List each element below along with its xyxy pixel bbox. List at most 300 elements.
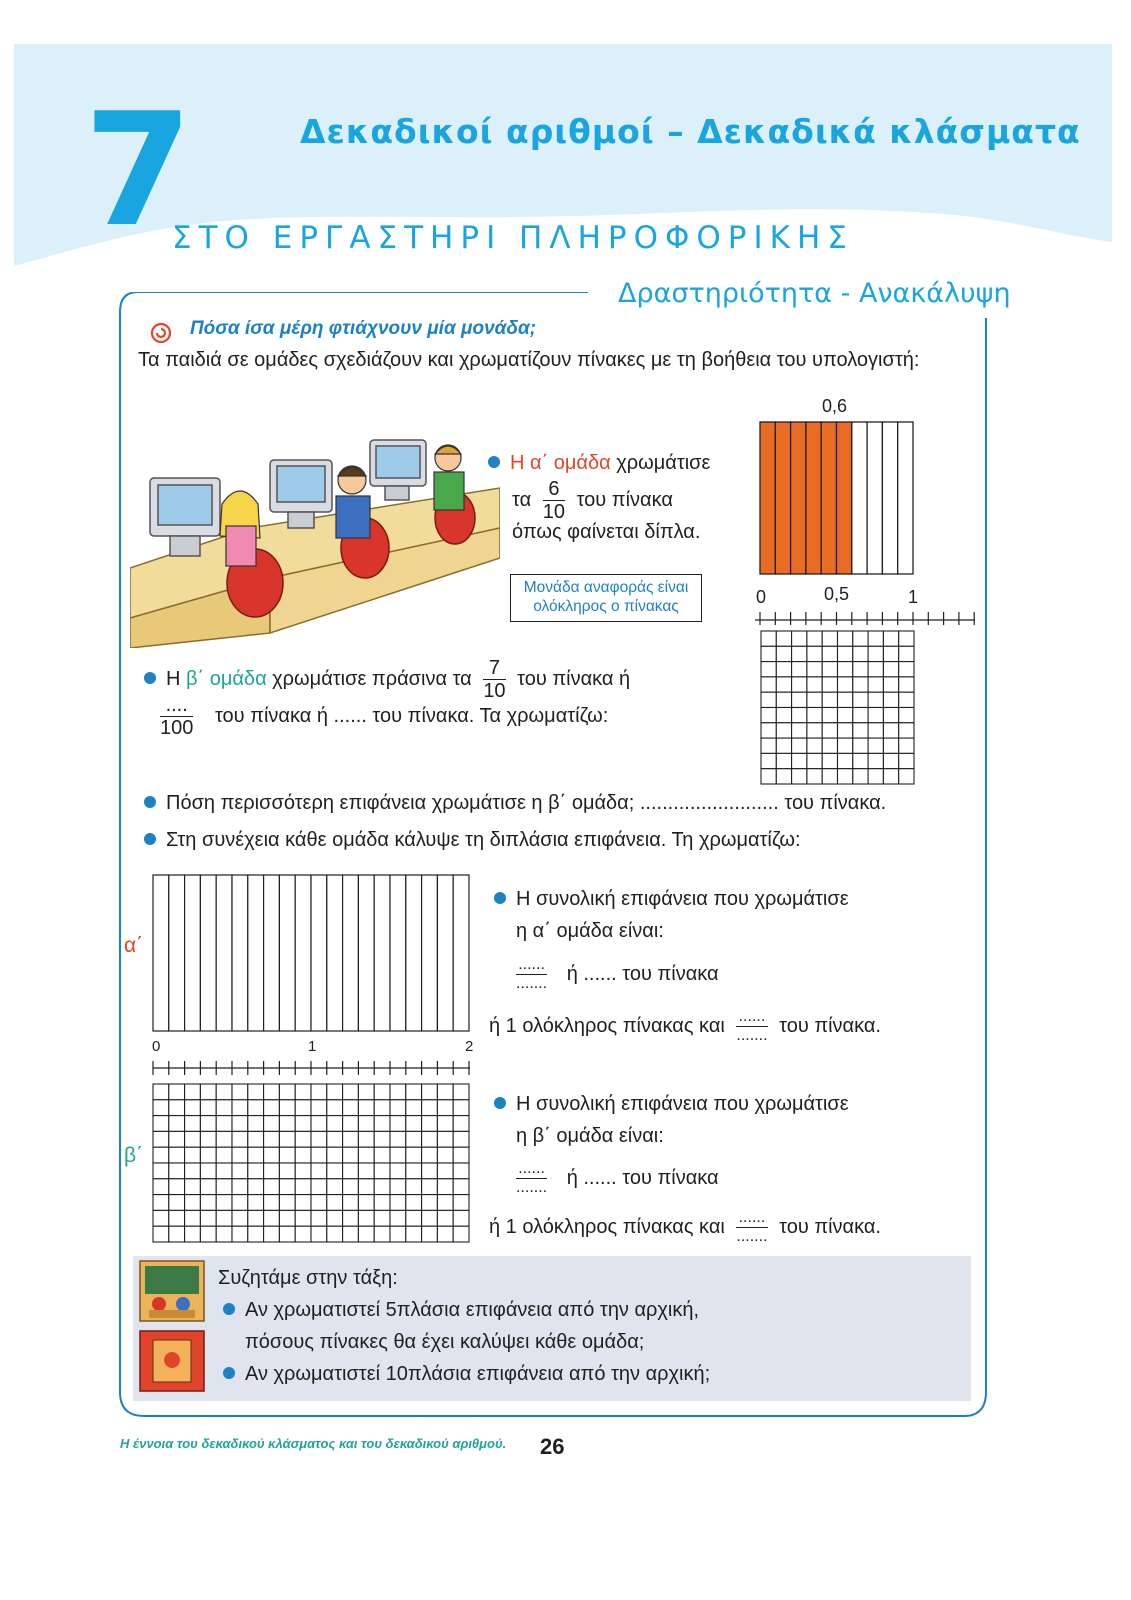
hundredth-cell — [264, 1163, 280, 1179]
total-b-line2: η β΄ ομάδα είναι: — [516, 1125, 664, 1147]
hundredth-cell — [776, 753, 791, 768]
total-b-line3 — [516, 1160, 719, 1197]
discussion-item-1-line2: πόσους πίνακες θα έχει καλύψει κάθε ομάδα; — [245, 1331, 645, 1353]
hundredth-cell — [899, 662, 914, 677]
blank-numerator[interactable]: ...... — [516, 1160, 547, 1179]
hundredth-cell — [358, 1084, 374, 1100]
hundredth-cell — [311, 1100, 327, 1116]
group-a-line3: όπως φαίνεται δίπλα. — [512, 521, 701, 543]
hundredth-cell — [358, 1226, 374, 1242]
hundredth-cell — [264, 1116, 280, 1132]
hundredth-cell — [453, 1195, 469, 1211]
hundredth-cell — [822, 662, 837, 677]
group-a-prefix: Η — [510, 452, 530, 474]
hundredth-cell — [899, 738, 914, 753]
hundredth-cell — [899, 769, 914, 784]
hundredth-cell — [295, 1084, 311, 1100]
hundredth-cell — [390, 1210, 406, 1226]
hundredth-cell — [822, 753, 837, 768]
group-a-line1 — [488, 447, 710, 479]
hundredth-cell — [153, 1163, 169, 1179]
hundredth-cell — [374, 1100, 390, 1116]
tenth-column — [327, 875, 343, 1031]
hundredth-cell — [761, 692, 776, 707]
hundredth-cell — [374, 1179, 390, 1195]
hundredth-cell — [358, 1179, 374, 1195]
total-a-line1 — [494, 883, 849, 915]
hundredth-cell — [422, 1195, 438, 1211]
empty-tenth-column — [852, 422, 867, 574]
hundredth-cell — [822, 769, 837, 784]
hundredth-cell — [327, 1195, 343, 1211]
tenth-column — [437, 875, 453, 1031]
hundredth-cell — [776, 631, 791, 646]
hundredth-cell — [807, 692, 822, 707]
hundredth-cell — [232, 1116, 248, 1132]
hundredth-cell — [792, 662, 807, 677]
empty-tenth-column — [867, 422, 882, 574]
hundredth-cell — [232, 1179, 248, 1195]
page-number: 26 — [540, 1434, 565, 1459]
hundredth-cell — [761, 646, 776, 661]
discussion-item-2-text: Αν χρωματιστεί 10πλάσια επιφάνεια από την αρχική; — [245, 1363, 711, 1385]
hundredth-cell — [437, 1147, 453, 1163]
total-b-line4 — [489, 1209, 881, 1246]
hundredth-cell — [248, 1147, 264, 1163]
hundredth-cell — [853, 753, 868, 768]
hundredth-cell — [343, 1195, 359, 1211]
bullet-double-area — [144, 824, 801, 856]
hundredth-cell — [295, 1210, 311, 1226]
hundredth-cell — [453, 1179, 469, 1195]
hundredth-cell — [311, 1147, 327, 1163]
hundredth-cell — [185, 1100, 201, 1116]
hundredth-cell — [853, 646, 868, 661]
filled-tenth-column — [837, 422, 852, 574]
hundredth-cell — [185, 1147, 201, 1163]
hundredth-cell — [761, 769, 776, 784]
hundredth-cell — [792, 723, 807, 738]
hundredth-cell — [153, 1131, 169, 1147]
blank-numerator[interactable]: ...... — [736, 1008, 767, 1027]
hundredth-cell — [169, 1226, 185, 1242]
hundredth-cell — [295, 1131, 311, 1147]
hundredth-cell — [422, 1131, 438, 1147]
hundredth-cell — [374, 1147, 390, 1163]
total-a-whole-pre: ή 1 ολόκληρος πίνακας και — [489, 1014, 725, 1037]
hundredth-cell — [311, 1163, 327, 1179]
hundredth-cell — [216, 1147, 232, 1163]
tenths-grid — [755, 420, 985, 630]
hundredth-cell — [406, 1179, 422, 1195]
tenth-column — [232, 875, 248, 1031]
empty-tenth-column — [882, 422, 897, 574]
hundredth-cell — [248, 1116, 264, 1132]
tenth-column — [279, 875, 295, 1031]
hundredth-cell — [358, 1147, 374, 1163]
group-a-verb: χρωμάτισε — [610, 452, 711, 474]
hundredth-cell — [838, 708, 853, 723]
hundredth-cell — [390, 1226, 406, 1242]
hundredth-cell — [868, 677, 883, 692]
filled-tenth-column — [775, 422, 790, 574]
hundredth-cell — [899, 723, 914, 738]
hundredth-cell — [899, 692, 914, 707]
discussion-box — [133, 1256, 971, 1401]
hundredth-cell — [776, 692, 791, 707]
hundredth-cell — [248, 1163, 264, 1179]
tenth-column — [295, 875, 311, 1031]
hundredth-cell — [838, 646, 853, 661]
hundredth-cell — [390, 1131, 406, 1147]
hundredth-cell — [792, 769, 807, 784]
hundredth-cell — [327, 1131, 343, 1147]
tenth-column — [358, 875, 374, 1031]
hundredth-cell — [761, 708, 776, 723]
hundredth-cell — [343, 1147, 359, 1163]
hundredth-cell — [853, 723, 868, 738]
total-b-fraction-blank[interactable] — [516, 1160, 547, 1197]
hundredth-cell — [327, 1084, 343, 1100]
hundredth-cell — [295, 1179, 311, 1195]
hundredth-cell — [883, 662, 898, 677]
hundredth-cell — [853, 631, 868, 646]
hundredth-cell — [264, 1147, 280, 1163]
fraction-denominator: 100 — [160, 717, 194, 739]
hundredth-cell — [374, 1116, 390, 1132]
total-a-text1: Η συνολική επιφάνεια που χρωμάτισε — [516, 888, 849, 910]
hundredth-cell — [153, 1195, 169, 1211]
section-title: ΣΤΟ ΕΡΓΑΣΤΗΡΙ ΠΛΗΡΟΦΟΡΙΚΗΣ — [172, 220, 854, 256]
hundredth-cell — [216, 1226, 232, 1242]
hundredth-cell — [838, 738, 853, 753]
hundredth-cell — [185, 1131, 201, 1147]
hundredth-cell — [327, 1179, 343, 1195]
hundredth-cell — [453, 1131, 469, 1147]
notebook-icon — [139, 1330, 205, 1392]
label-0-6: 0,6 — [822, 396, 848, 416]
hundredth-cell — [327, 1210, 343, 1226]
hundredth-cell — [185, 1116, 201, 1132]
hundredth-cell — [792, 646, 807, 661]
hundredth-cell — [374, 1084, 390, 1100]
hundredth-cell — [853, 677, 868, 692]
hundredth-cell — [185, 1195, 201, 1211]
hundredth-cell — [153, 1084, 169, 1100]
hundredth-cell — [883, 708, 898, 723]
hundredth-cell — [792, 692, 807, 707]
hundredth-cell — [216, 1179, 232, 1195]
hundredth-cell — [838, 753, 853, 768]
hundredth-cell — [776, 708, 791, 723]
discussion-item-1 — [223, 1294, 699, 1326]
hundredth-cell — [390, 1116, 406, 1132]
hundredth-cell — [390, 1163, 406, 1179]
hundredth-cell — [390, 1179, 406, 1195]
hundredth-cell — [422, 1147, 438, 1163]
hundredth-cell — [853, 662, 868, 677]
hundredth-cell — [295, 1116, 311, 1132]
group-b-text1: χρωμάτισε πράσινα τα — [266, 667, 472, 690]
hundredth-cell — [264, 1195, 280, 1211]
filled-tenth-column — [806, 422, 821, 574]
label-group-a: α΄ — [124, 934, 144, 957]
hundredth-cell — [883, 646, 898, 661]
hundredth-cell — [899, 646, 914, 661]
hundredth-cell — [883, 753, 898, 768]
hundredth-cell — [453, 1084, 469, 1100]
hundredth-cell — [169, 1179, 185, 1195]
hundredth-cell — [807, 708, 822, 723]
hundredth-cell — [343, 1100, 359, 1116]
group-b-text3: του πίνακα ή ...... του πίνακα. Τα χρωματίζω: — [214, 704, 609, 727]
reference-note-line1: Μονάδα αναφοράς είναι — [523, 579, 689, 596]
hundredth-cell — [761, 677, 776, 692]
hundredth-cell — [883, 738, 898, 753]
hundredth-cell — [264, 1210, 280, 1226]
axis-label-0: 0 — [152, 1038, 161, 1055]
hundredth-cell — [327, 1226, 343, 1242]
classroom-icon — [139, 1260, 205, 1322]
hundredth-cell — [899, 708, 914, 723]
hundredth-cell — [868, 692, 883, 707]
hundredth-cell — [807, 723, 822, 738]
group-a-highlight: α΄ ομάδα — [530, 452, 611, 474]
hundredth-cell — [838, 662, 853, 677]
hundredth-cell — [868, 631, 883, 646]
fraction-numerator: 6 — [543, 478, 565, 501]
tenth-column — [422, 875, 438, 1031]
total-b-whole-pre: ή 1 ολόκληρος πίνακας και — [489, 1215, 725, 1238]
hundredth-cell — [807, 769, 822, 784]
hundredth-cell — [232, 1084, 248, 1100]
hundredth-cell — [232, 1163, 248, 1179]
hundredth-cell — [358, 1116, 374, 1132]
hundredth-cell — [200, 1100, 216, 1116]
hundredth-cell — [422, 1084, 438, 1100]
more-area-text: Πόση περισσότερη επιφάνεια χρωμάτισε η β΄ ομάδα; ......................... του πίνακα. — [166, 792, 887, 814]
hundredth-cell — [295, 1226, 311, 1242]
hundredth-cell — [422, 1100, 438, 1116]
group-a-pre: τα — [512, 488, 532, 511]
hundredth-cell — [776, 646, 791, 661]
hundredth-cell — [776, 677, 791, 692]
hundredth-cell — [792, 753, 807, 768]
bullet-more-area — [144, 787, 886, 819]
tenth-column — [153, 875, 169, 1031]
hundredth-cell — [185, 1226, 201, 1242]
hundredth-cell — [838, 692, 853, 707]
hundredth-cell — [776, 662, 791, 677]
hundredth-cell — [807, 677, 822, 692]
hundredth-cell — [279, 1084, 295, 1100]
tenth-column — [248, 875, 264, 1031]
discussion-item-2 — [223, 1358, 710, 1390]
hundredth-cell — [343, 1084, 359, 1100]
hundredth-cell — [232, 1226, 248, 1242]
hundredth-cell — [358, 1163, 374, 1179]
hundredth-cell — [153, 1226, 169, 1242]
bullet-icon — [494, 1097, 506, 1109]
hundredth-cell — [453, 1116, 469, 1132]
hundredth-cell — [868, 646, 883, 661]
hundredth-cell — [327, 1163, 343, 1179]
hundredth-cell — [232, 1147, 248, 1163]
bullet-icon — [488, 456, 500, 468]
hundredth-cell — [358, 1131, 374, 1147]
group-b-text2: του πίνακα ή — [517, 667, 631, 690]
hundredth-cell — [200, 1210, 216, 1226]
hundredth-cell — [822, 677, 837, 692]
hundredth-cell — [761, 753, 776, 768]
hundredth-cell — [868, 662, 883, 677]
hundredth-cell — [374, 1210, 390, 1226]
hundredth-cell — [248, 1100, 264, 1116]
hundredth-cell — [899, 631, 914, 646]
hundredth-cell — [248, 1195, 264, 1211]
hundredth-cell — [169, 1131, 185, 1147]
hundredth-cell — [216, 1195, 232, 1211]
hundredth-cell — [761, 662, 776, 677]
hundredth-cell — [311, 1179, 327, 1195]
total-a-whole-fraction-blank[interactable] — [736, 1008, 767, 1045]
filled-tenth-column — [760, 422, 775, 574]
hundredth-cell — [185, 1179, 201, 1195]
hundredth-cell — [169, 1100, 185, 1116]
fraction-hundredths-blank[interactable] — [160, 694, 193, 739]
hundredth-cell — [248, 1179, 264, 1195]
tenth-column — [200, 875, 216, 1031]
hundredth-cell — [792, 738, 807, 753]
blank-denominator[interactable]: ....... — [516, 1179, 548, 1196]
hundredth-cell — [311, 1084, 327, 1100]
hundredth-cell — [422, 1163, 438, 1179]
hundredth-cell — [311, 1116, 327, 1132]
hundredth-cell — [883, 769, 898, 784]
hundredth-cell — [279, 1179, 295, 1195]
hundredth-cell — [822, 646, 837, 661]
question-heading: Πόσα ίσα μέρη φτιάχνουν μία μονάδα; — [190, 318, 537, 339]
hundredth-cell — [853, 738, 868, 753]
hundredth-cell — [868, 753, 883, 768]
hundredth-cell — [279, 1195, 295, 1211]
label-1: 1 — [908, 587, 919, 607]
hundredth-cell — [327, 1147, 343, 1163]
total-a-whole-post: του πίνακα. — [779, 1014, 881, 1037]
double-hundredths-grid[interactable] — [152, 1083, 472, 1243]
total-b-line1 — [494, 1088, 849, 1120]
hundredth-cell — [883, 692, 898, 707]
total-b-or-text: ή ...... του πίνακα — [566, 1166, 719, 1189]
hundredth-cell — [279, 1226, 295, 1242]
fraction-numerator-blank[interactable]: .... — [160, 694, 193, 717]
hundredth-cell — [838, 631, 853, 646]
hundredth-cell — [374, 1163, 390, 1179]
hundredth-cell — [838, 769, 853, 784]
hundredth-cell — [248, 1131, 264, 1147]
hundredth-cell — [264, 1226, 280, 1242]
hundredth-cell — [200, 1116, 216, 1132]
hundredth-cell — [248, 1226, 264, 1242]
hundredth-cell — [343, 1163, 359, 1179]
hundredth-cell — [406, 1195, 422, 1211]
hundredth-cell — [358, 1210, 374, 1226]
hundredth-cell — [822, 738, 837, 753]
hundredth-cell — [232, 1131, 248, 1147]
hundredth-cell — [232, 1210, 248, 1226]
blank-numerator[interactable]: ...... — [736, 1209, 767, 1228]
total-b-whole-fraction-blank[interactable] — [736, 1209, 767, 1246]
hundredth-cell — [868, 769, 883, 784]
filled-tenth-column — [821, 422, 836, 574]
total-a-line2: η α΄ ομάδα είναι: — [516, 920, 664, 942]
total-a-line3 — [516, 956, 719, 993]
hundredth-cell — [279, 1210, 295, 1226]
hundredth-cell — [807, 662, 822, 677]
hundredth-cell — [200, 1147, 216, 1163]
hundredth-cell — [153, 1100, 169, 1116]
hundredth-cell — [406, 1163, 422, 1179]
blank-denominator[interactable]: ....... — [736, 1228, 768, 1245]
reference-note-line2: ολόκληρος ο πίνακας — [533, 598, 679, 615]
group-a-post: του πίνακα — [576, 488, 673, 511]
hundredth-cell — [390, 1147, 406, 1163]
hundredth-cell — [390, 1195, 406, 1211]
hundredth-cell — [453, 1163, 469, 1179]
hundredth-cell — [406, 1084, 422, 1100]
hundredths-grid[interactable] — [760, 630, 916, 786]
tenth-column — [216, 875, 232, 1031]
hundredth-cell — [216, 1210, 232, 1226]
hundredth-cell — [422, 1179, 438, 1195]
total-a-fraction-blank[interactable] — [516, 956, 547, 993]
bullet-icon — [144, 833, 156, 845]
label-group-b: β΄ — [124, 1144, 144, 1167]
filled-tenth-column — [791, 422, 806, 574]
hundredth-cell — [406, 1226, 422, 1242]
double-area-text: Στη συνέχεια κάθε ομάδα κάλυψε τη διπλάσια επιφάνεια. Τη χρωματίζω: — [166, 829, 801, 851]
label-0: 0 — [756, 587, 767, 607]
label-0-5: 0,5 — [824, 584, 850, 604]
total-a-line4 — [489, 1008, 881, 1045]
hundredth-cell — [853, 708, 868, 723]
hundredth-cell — [761, 631, 776, 646]
hundredth-cell — [343, 1179, 359, 1195]
hundredth-cell — [853, 692, 868, 707]
hundredth-cell — [437, 1226, 453, 1242]
blank-numerator[interactable]: ...... — [516, 956, 547, 975]
hundredth-cell — [169, 1084, 185, 1100]
axis-label-2: 2 — [465, 1038, 474, 1055]
hundredth-cell — [311, 1131, 327, 1147]
blank-denominator[interactable]: ....... — [736, 1027, 768, 1044]
hundredth-cell — [295, 1163, 311, 1179]
hundredth-cell — [822, 723, 837, 738]
chapter-number: 7 — [84, 79, 187, 261]
hundredth-cell — [899, 677, 914, 692]
chapter-title: Δεκαδικοί αριθμοί – Δεκαδικά κλάσματα — [300, 112, 1081, 151]
hundredth-cell — [232, 1195, 248, 1211]
hundredth-cell — [200, 1179, 216, 1195]
intro-text: Τα παιδιά σε ομάδες σχεδιάζουν και χρωματίζουν πίνακες με τη βοήθεια του υπολογιστή: — [138, 349, 920, 371]
bullet-icon — [144, 672, 156, 684]
fraction-numerator: 7 — [483, 657, 505, 680]
hundredth-cell — [327, 1100, 343, 1116]
bullet-icon — [223, 1367, 235, 1379]
hundredth-cell — [807, 753, 822, 768]
tenth-column — [343, 875, 359, 1031]
blank-denominator[interactable]: ....... — [516, 975, 548, 992]
